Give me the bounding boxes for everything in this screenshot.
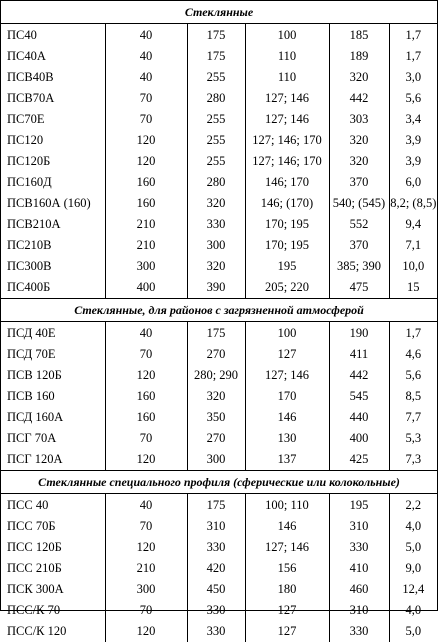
mass-cell: 3,9: [389, 130, 437, 151]
diameter-cell: 270: [187, 344, 245, 365]
type-cell: ПСВ70А: [7, 91, 55, 105]
type-cell: ПС40: [7, 28, 37, 42]
mass-cell: 3,0: [389, 67, 437, 88]
diameter-cell: 175: [187, 24, 245, 47]
table-row: [1, 172, 437, 193]
table-row: [1, 46, 437, 67]
creepage-cell: 411: [329, 344, 389, 365]
type-cell: ПСГ 120А: [7, 452, 63, 466]
type-cell: ПС300В: [7, 259, 52, 273]
mass-cell: 5,0: [389, 537, 437, 558]
mass-cell: 5,6: [389, 88, 437, 109]
height-cell: 170: [245, 386, 329, 407]
mass-cell: 12,4: [389, 579, 437, 600]
mass-cell: 5,3: [389, 428, 437, 449]
creepage-cell: 330: [329, 537, 389, 558]
type-cell: ПСВ160А (160): [7, 196, 91, 210]
type-cell: ПСД 160А: [7, 410, 64, 424]
mass-cell: 7,3: [389, 449, 437, 471]
creepage-cell: 475: [329, 277, 389, 299]
rated-load-cell: 40: [105, 67, 187, 88]
section-title: Стеклянные: [1, 1, 437, 24]
diameter-cell: 280; 290: [187, 365, 245, 386]
rated-load-cell: 160: [105, 193, 187, 214]
type-cell: ПСС/К 70: [7, 603, 61, 617]
type-cell: ПСВ210А: [7, 217, 61, 231]
creepage-cell: 320: [329, 151, 389, 172]
height-cell: 170; 195: [245, 235, 329, 256]
creepage-cell: 330: [329, 621, 389, 642]
diameter-cell: 320: [187, 386, 245, 407]
mass-cell: 2,2: [389, 494, 437, 517]
mass-cell: 8,5: [389, 386, 437, 407]
table-row: [1, 537, 437, 558]
rated-load-cell: 40: [105, 494, 187, 517]
type-cell: ПСС/К 120: [7, 624, 67, 638]
table-row: [1, 193, 437, 214]
type-cell: ПС210В: [7, 238, 52, 252]
diameter-cell: 350: [187, 407, 245, 428]
mass-cell: 8,2; (8,5): [389, 193, 437, 214]
type-cell: ПСС 40: [7, 498, 49, 512]
height-cell: 127: [245, 600, 329, 621]
rated-load-cell: 70: [105, 600, 187, 621]
diameter-cell: 320: [187, 193, 245, 214]
rated-load-cell: 70: [105, 88, 187, 109]
rated-load-cell: 70: [105, 428, 187, 449]
type-cell: ПС40А: [7, 49, 46, 63]
rated-load-cell: 400: [105, 277, 187, 299]
table-row: [1, 24, 437, 47]
creepage-cell: 190: [329, 322, 389, 345]
height-cell: 127: [245, 621, 329, 642]
table-row: [1, 109, 437, 130]
creepage-cell: 370: [329, 235, 389, 256]
table-row: [1, 277, 437, 299]
mass-cell: 1,7: [389, 24, 437, 47]
rated-load-cell: 70: [105, 109, 187, 130]
height-cell: 130: [245, 428, 329, 449]
creepage-cell: 320: [329, 130, 389, 151]
rated-load-cell: 160: [105, 172, 187, 193]
type-cell: ПСС 210Б: [7, 561, 62, 575]
table-row: [1, 579, 437, 600]
diameter-cell: 175: [187, 322, 245, 345]
creepage-cell: 320: [329, 67, 389, 88]
diameter-cell: 330: [187, 621, 245, 642]
creepage-cell: 385; 390: [329, 256, 389, 277]
table-row: [1, 344, 437, 365]
creepage-cell: 370: [329, 172, 389, 193]
type-cell: ПСД 70Е: [7, 347, 56, 361]
diameter-cell: 255: [187, 151, 245, 172]
rated-load-cell: 210: [105, 214, 187, 235]
insulator-spec-table: [1, 1, 437, 642]
height-cell: 127: [245, 344, 329, 365]
rated-load-cell: 210: [105, 558, 187, 579]
diameter-cell: 175: [187, 46, 245, 67]
creepage-cell: 442: [329, 88, 389, 109]
rated-load-cell: 120: [105, 537, 187, 558]
section-title: Стеклянные специального профиля (сферические или колокольные): [1, 471, 437, 494]
mass-cell: 6,0: [389, 172, 437, 193]
creepage-cell: 425: [329, 449, 389, 471]
type-cell: ПСК 300А: [7, 582, 64, 596]
rated-load-cell: 40: [105, 46, 187, 67]
diameter-cell: 330: [187, 600, 245, 621]
mass-cell: 10,0: [389, 256, 437, 277]
mass-cell: 5,0: [389, 621, 437, 642]
diameter-cell: 280: [187, 172, 245, 193]
table-row: [1, 407, 437, 428]
type-cell: ПСВ40В: [7, 70, 54, 84]
diameter-cell: 255: [187, 67, 245, 88]
table-row: [1, 67, 437, 88]
table-row: [1, 235, 437, 256]
rated-load-cell: 160: [105, 386, 187, 407]
mass-cell: 9,4: [389, 214, 437, 235]
height-cell: 195: [245, 256, 329, 277]
table-row: [1, 386, 437, 407]
height-cell: 127; 146: [245, 109, 329, 130]
mass-cell: 4,0: [389, 516, 437, 537]
height-cell: 110: [245, 67, 329, 88]
height-cell: 127; 146: [245, 537, 329, 558]
mass-cell: 3,9: [389, 151, 437, 172]
table-row: [1, 151, 437, 172]
creepage-cell: 442: [329, 365, 389, 386]
table-row: [1, 558, 437, 579]
table-row: [1, 428, 437, 449]
mass-cell: 4,6: [389, 344, 437, 365]
height-cell: 180: [245, 579, 329, 600]
table-row: [1, 494, 437, 517]
height-cell: 127; 146: [245, 88, 329, 109]
mass-cell: 3,4: [389, 109, 437, 130]
height-cell: 156: [245, 558, 329, 579]
creepage-cell: 400: [329, 428, 389, 449]
type-cell: ПСС 120Б: [7, 540, 62, 554]
height-cell: 110: [245, 46, 329, 67]
diameter-cell: 300: [187, 449, 245, 471]
height-cell: 146; (170): [245, 193, 329, 214]
table-row: [1, 365, 437, 386]
height-cell: 146: [245, 516, 329, 537]
rated-load-cell: 300: [105, 579, 187, 600]
rated-load-cell: 120: [105, 151, 187, 172]
creepage-cell: 310: [329, 600, 389, 621]
creepage-cell: 310: [329, 516, 389, 537]
diameter-cell: 255: [187, 130, 245, 151]
mass-cell: 1,7: [389, 46, 437, 67]
table-row: [1, 449, 437, 471]
creepage-cell: 189: [329, 46, 389, 67]
creepage-cell: 303: [329, 109, 389, 130]
type-cell: ПСД 40Е: [7, 326, 56, 340]
section-header-row: [1, 1, 437, 24]
diameter-cell: 310: [187, 516, 245, 537]
table-row: [1, 621, 437, 642]
rated-load-cell: 70: [105, 344, 187, 365]
mass-cell: 7,1: [389, 235, 437, 256]
diameter-cell: 175: [187, 494, 245, 517]
diameter-cell: 420: [187, 558, 245, 579]
diameter-cell: 280: [187, 88, 245, 109]
diameter-cell: 330: [187, 537, 245, 558]
rated-load-cell: 160: [105, 407, 187, 428]
table-row: [1, 256, 437, 277]
rated-load-cell: 210: [105, 235, 187, 256]
height-cell: 127; 146; 170: [245, 151, 329, 172]
type-cell: ПСС 70Б: [7, 519, 56, 533]
rated-load-cell: 120: [105, 449, 187, 471]
height-cell: 100; 110: [245, 494, 329, 517]
diameter-cell: 450: [187, 579, 245, 600]
section-header-row: [1, 471, 437, 494]
creepage-cell: 185: [329, 24, 389, 47]
creepage-cell: 440: [329, 407, 389, 428]
height-cell: 127; 146: [245, 365, 329, 386]
height-cell: 205; 220: [245, 277, 329, 299]
type-cell: ПС400Б: [7, 280, 51, 294]
type-cell: ПС160Д: [7, 175, 52, 189]
height-cell: 127; 146; 170: [245, 130, 329, 151]
table-body: [1, 1, 437, 642]
creepage-cell: 540; (545): [329, 193, 389, 214]
mass-cell: 4,0: [389, 600, 437, 621]
rated-load-cell: 40: [105, 322, 187, 345]
rated-load-cell: 120: [105, 365, 187, 386]
diameter-cell: 255: [187, 109, 245, 130]
section-title: Стеклянные, для районов с загрязненной атмосферой: [1, 299, 437, 322]
rated-load-cell: 120: [105, 130, 187, 151]
height-cell: 100: [245, 24, 329, 47]
diameter-cell: 330: [187, 214, 245, 235]
rated-load-cell: 120: [105, 621, 187, 642]
rated-load-cell: 70: [105, 516, 187, 537]
creepage-cell: 460: [329, 579, 389, 600]
rated-load-cell: 300: [105, 256, 187, 277]
height-cell: 146; 170: [245, 172, 329, 193]
type-cell: ПСВ 160: [7, 389, 55, 403]
height-cell: 170; 195: [245, 214, 329, 235]
height-cell: 137: [245, 449, 329, 471]
table-row: [1, 214, 437, 235]
mass-cell: 9,0: [389, 558, 437, 579]
table-row: [1, 322, 437, 345]
creepage-cell: 410: [329, 558, 389, 579]
mass-cell: 1,7: [389, 322, 437, 345]
diameter-cell: 300: [187, 235, 245, 256]
table-row: [1, 130, 437, 151]
diameter-cell: 390: [187, 277, 245, 299]
creepage-cell: 552: [329, 214, 389, 235]
mass-cell: 5,6: [389, 365, 437, 386]
type-cell: ПС70Е: [7, 112, 45, 126]
mass-cell: 15: [389, 277, 437, 299]
rated-load-cell: 40: [105, 24, 187, 47]
diameter-cell: 320: [187, 256, 245, 277]
creepage-cell: 195: [329, 494, 389, 517]
section-header-row: [1, 299, 437, 322]
type-cell: ПСГ 70А: [7, 431, 57, 445]
height-cell: 146: [245, 407, 329, 428]
table-row: [1, 88, 437, 109]
height-cell: 100: [245, 322, 329, 345]
type-cell: ПСВ 120Б: [7, 368, 62, 382]
type-cell: ПС120: [7, 133, 44, 147]
table-row: [1, 516, 437, 537]
mass-cell: 7,7: [389, 407, 437, 428]
creepage-cell: 545: [329, 386, 389, 407]
diameter-cell: 270: [187, 428, 245, 449]
type-cell: ПС120Б: [7, 154, 51, 168]
